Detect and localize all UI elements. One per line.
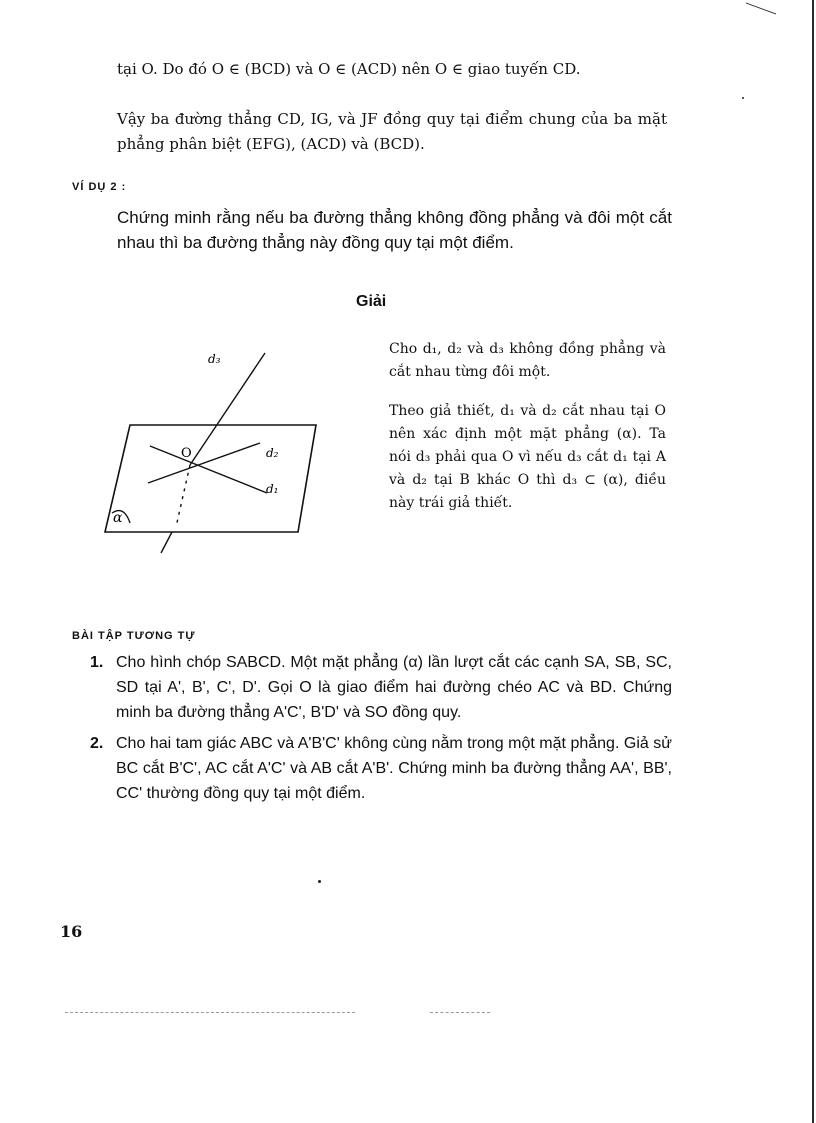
line-d3-hidden [176, 465, 190, 527]
exercise-item [90, 650, 672, 725]
label-d1: d₁ [266, 482, 279, 496]
plane-alpha [105, 425, 316, 532]
line-d2 [148, 443, 260, 483]
solution-title: Giải [356, 293, 387, 310]
top-paragraph-line1: tại O. Do đó O ∈ (BCD) và O ∈ (ACD) nên O ∈ giao tuyến CD. [117, 60, 581, 78]
page-number: 16 [60, 922, 83, 941]
geometry-figure [100, 345, 360, 565]
exercise-list [90, 650, 672, 812]
page-edge [812, 0, 814, 1123]
label-alpha: α [113, 510, 123, 526]
label-d3: d₃ [208, 352, 221, 366]
line-d3-upper [190, 353, 265, 465]
scan-line [430, 1012, 490, 1013]
example-heading: VÍ DỤ 2 : [72, 181, 127, 193]
exercises-heading: BÀI TẬP TƯƠNG TỰ [72, 630, 196, 642]
exercise-text: Cho hình chóp SABCD. Một mặt phẳng (α) lần lượt cắt các cạnh SA, SB, SC, SD tại A', B', C', D'. Gọi O là giao điểm hai đường chéo AC và BD. Chứng minh ba đường thẳng A'C', B'D' và SO đồng quy. [116, 654, 672, 721]
exercise-text: Cho hai tam giác ABC và A'B'C' không cùng nằm trong một mặt phẳng. Giả sử BC cắt B'C', AC cắt A'C' và AB cắt A'B'. Chứng minh ba đường thẳng AA', BB', CC' thường đồng quy tại một điểm. [116, 735, 672, 802]
exercise-number: 1. [90, 654, 104, 671]
line-d1 [150, 446, 267, 493]
exercise-number: 2. [90, 735, 104, 752]
exercise-item [90, 731, 672, 806]
label-o: O [181, 446, 192, 461]
print-speck [318, 880, 321, 883]
print-speck [742, 97, 744, 99]
solution-para1: Cho d₁, d₂ và d₃ không đồng phẳng và cắt nhau từng đôi một. [389, 341, 666, 380]
top-paragraph-line2: Vậy ba đường thẳng CD, IG, và JF đồng quy tại điểm chung của ba mặt phẳng phân biệt (EFG), (ACD) và (BCD). [117, 110, 667, 153]
solution-para2: Theo giả thiết, d₁ và d₂ cắt nhau tại O nên xác định một mặt phẳng (α). Ta nói d₃ phải qua O vì nếu d₃ cắt d₁ tại A và d₂ tại B khác O thì d₃ ⊂ (α), điều này trái giả thiết. [389, 403, 666, 511]
label-d2: d₂ [266, 446, 279, 460]
corner-mark [746, 0, 776, 14]
line-d3-lower [161, 532, 172, 553]
example-statement: Chứng minh rằng nếu ba đường thẳng không đồng phẳng và đôi một cắt nhau thì ba đường thẳng này đồng quy tại một điểm. [117, 208, 672, 252]
scan-line [65, 1012, 355, 1013]
